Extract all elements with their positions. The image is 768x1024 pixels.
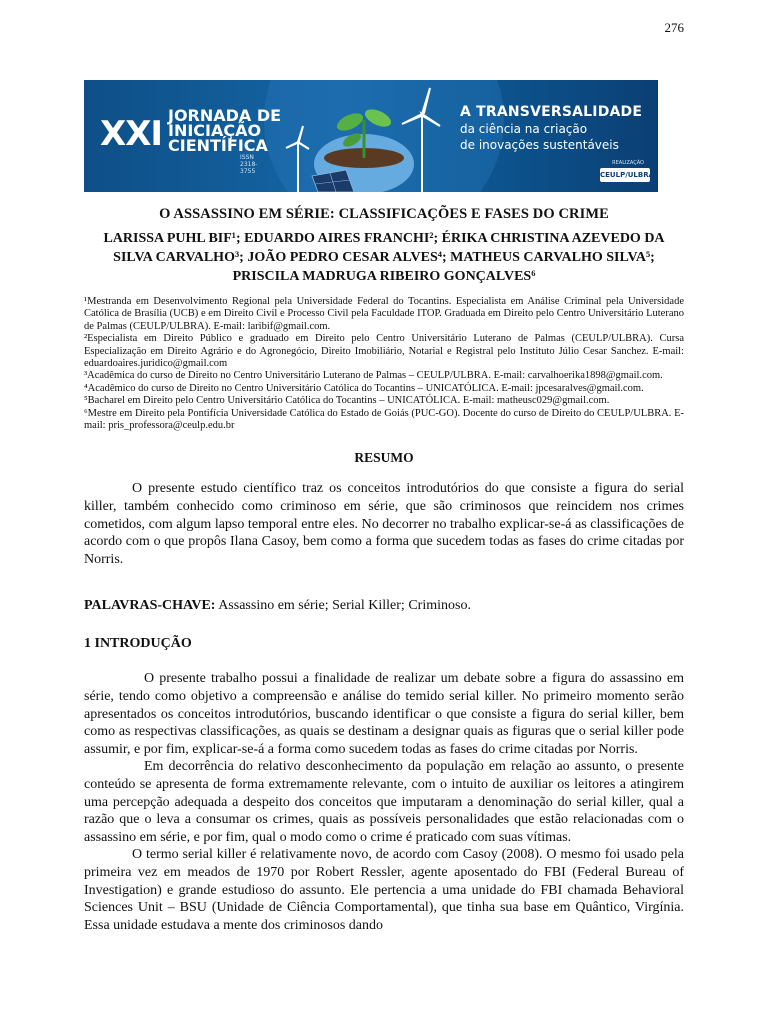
affiliations bbox=[84, 296, 684, 432]
abstract-heading: RESUMO bbox=[354, 450, 414, 466]
theme-line-2: de inovações sustentáveis bbox=[460, 138, 619, 152]
affiliation-6: ⁶Mestre em Direito pela Pontifícia Universidade Católica do Estado de Goiás (PUC-GO). Docente do curso de Direito do CEULP/ULBRA. E-mail: pris_professora@ceulp.edu.br bbox=[84, 407, 684, 432]
intro-paragraph-1: O presente trabalho possui a finalidade de realizar um debate sobre a figura do assassino em série, tendo como objetivo a compreensão e análise do temido serial killer. No primeiro momento serão apresentados os conceitos introdutórios, buscando identificar o que consiste a figura do serial killer, bem como as respectivas classificações, as quais se destinam a designar quais as figuras que o serial killer pode assumir, e por fim, explicar-se-á a forma como sucedem todas as fases do crime citadas por Norris. bbox=[84, 671, 684, 757]
event-theme-block bbox=[460, 104, 642, 152]
abstract-text: O presente estudo científico traz os conceitos introdutórios do que consiste a figura do serial killer, também conhecido como criminoso em série, que são criminosos que reincidem nos crimes cometidos, com algum lapso temporal entre eles. No decorrer no trabalho explicar-se-á as classificações de acordo com o que propôs Ilana Casoy, bem como a forma que sucedem todas as fases do crime citadas por Norris. bbox=[84, 481, 684, 567]
keywords bbox=[84, 598, 684, 614]
keywords-label: PALAVRAS-CHAVE: bbox=[84, 598, 216, 614]
affiliation-1: ¹Mestranda em Desenvolvimento Regional pela Universidade Federal do Tocantins. Especialista em Análise Criminal pela Universidade Católica de Brasília (UCB) e em Direito Civil e Processo Civil pela Faculdade ITOP. Graduada em Direito pelo Centro Universitário Luterano de Palmas (CEULP/ULBRA). E-mail: laribif@gmail.com. bbox=[84, 296, 684, 332]
article-title: O ASSASSINO EM SÉRIE: CLASSIFICAÇÕES E FASES DO CRIME bbox=[159, 206, 609, 222]
ceulp-logo: CEULP/ULBRA bbox=[600, 168, 650, 182]
realizacao-label: REALIZAÇÃO bbox=[612, 160, 644, 166]
intro-paragraph-3: O termo serial killer é relativamente novo, de acordo com Casoy (2008). O mesmo foi usado pela primeira vez em meados de 1970 por Robert Ressler, agente aposentado do FBI (Federal Bureau of Investigation) e grande estudioso do assunto. Ele pertencia a uma unidade do FBI chamada Behavioral Sciences Unit – BSU (Unidade de Ciência Comportamental), que tinha sua base em Quântico, Virgínia. Essa unidade estudava a mente dos criminosos dando bbox=[84, 847, 684, 933]
theme-title: A TRANSVERSALIDADE bbox=[460, 104, 643, 120]
author-list: LARISSA PUHL BIF¹; EDUARDO AIRES FRANCHI²; ÉRIKA CHRISTINA AZEVEDO DA SILVA CARVALHO³; JOÃO PEDRO CESAR ALVES⁴; MATHEUS CARVALHO SILVA⁵; PRISCILA MADRUGA RIBEIRO GONÇALVES⁶ bbox=[103, 231, 665, 284]
event-banner bbox=[84, 80, 658, 192]
intro-paragraph-2: Em decorrência do relativo desconhecimento da população em relação ao assunto, o presente conteúdo se apresenta de forma extremamente relevante, com o intuito de auxiliar os leitores a atingirem uma percepção adequada a despeito dos conceitos que imputaram a denominação do serial killer, qual a razão que o leva a consumar os crimes, quais as possíveis personalidades que estão relacionadas com o assassino em série, e por fim, qual o modo como o crime é praticado com suas vítimas. bbox=[84, 759, 684, 845]
article-body bbox=[84, 206, 684, 934]
affiliation-4: ⁴Acadêmico do curso de Direito no Centro Universitário Católica do Tocantins – UNICATÓLICA. E-mail: jpcesaralves@gmail.com. bbox=[84, 382, 644, 394]
keywords-text: Assassino em série; Serial Killer; Criminoso. bbox=[215, 598, 471, 614]
affiliation-2: ²Especialista em Direito Público e graduado em Direito pelo Centro Universitário Luterano de Palmas (CEULP/ULBRA). Cursa Especialização em Direito Agrário e do Agronegócio, Direito Imobiliário, Notarial e Registral pelo Instituto Júlio Cesar Sanchez. E-mail: eduardoaires.juridico@gmail.com bbox=[84, 333, 684, 370]
issn-label: ISSN 2318-3755 bbox=[240, 154, 258, 175]
affiliation-3: ³Acadêmica do curso de Direito no Centro Universitário Luterano de Palmas – CEULP/ULBRA. E-mail: carvalhoerika1898@gmail.com. bbox=[84, 370, 663, 382]
edition-label: XXI bbox=[100, 114, 163, 154]
theme-line-1: da ciência na criação bbox=[460, 122, 588, 136]
affiliation-5: ⁵Bacharel em Direito pelo Centro Universitário Católica do Tocantins – UNICATÓLICA. E-mail: matheusc029@gmail.com. bbox=[84, 395, 610, 407]
section-heading: 1 INTRODUÇÃO bbox=[84, 636, 192, 652]
event-name: JORNADA DE INICIAÇÃO CIENTÍFICA bbox=[168, 106, 282, 155]
page-number: 276 bbox=[664, 20, 684, 35]
